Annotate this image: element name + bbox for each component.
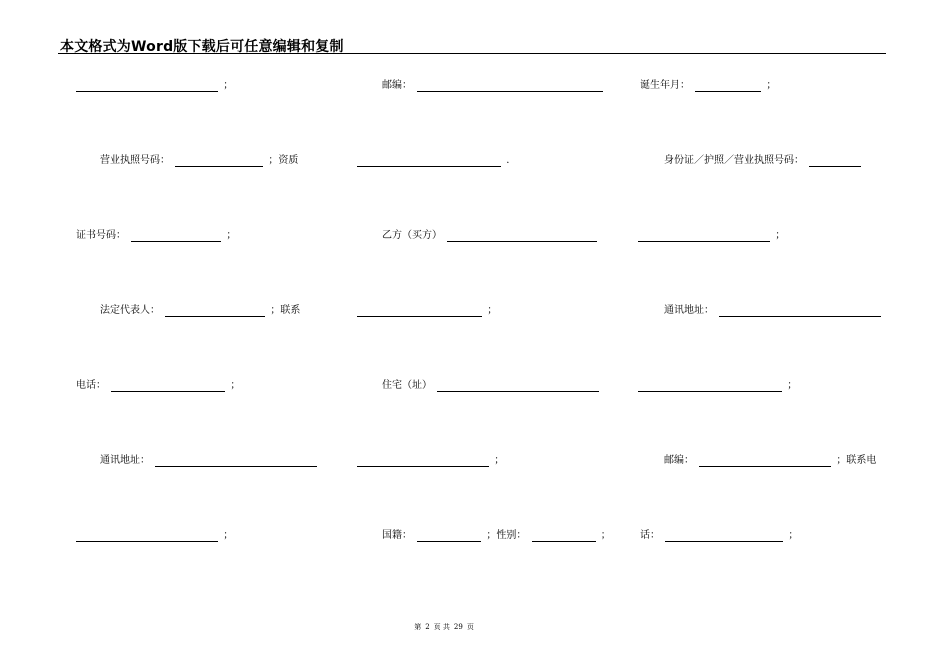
blank-line [357, 306, 482, 317]
birth-date-label: 诞生年月： [640, 80, 690, 91]
phone-continuation-label: 话： [640, 530, 660, 541]
field-suffix: ； [600, 530, 611, 541]
row-6-col-3 [664, 455, 876, 467]
blank-line [437, 381, 599, 392]
row-5-col-1 [76, 380, 240, 392]
blank-line [719, 306, 881, 317]
nationality-label: 国籍： [382, 530, 412, 541]
blank-line [155, 456, 317, 467]
business-license-label: 营业执照号码： [100, 155, 170, 166]
phone-label: 电话： [76, 380, 106, 391]
blank-line [175, 156, 263, 167]
mailing-address-label: 通讯地址： [100, 455, 150, 466]
row-1-col-3 [640, 80, 776, 92]
field-suffix: ； [787, 380, 798, 391]
blank-line [76, 81, 218, 92]
field-suffix: . [506, 155, 510, 166]
postcode-label: 邮编： [382, 80, 412, 91]
blank-line [165, 306, 265, 317]
row-4-col-1 [100, 305, 300, 317]
field-suffix: ； [487, 305, 498, 316]
field-suffix: ； [230, 380, 241, 391]
blank-line [357, 456, 489, 467]
blank-line [447, 231, 597, 242]
id-number-label: 身份证／护照／营业执照号码： [664, 155, 804, 166]
row-3-col-2 [382, 230, 599, 242]
field-suffix: ； [223, 530, 234, 541]
blank-line [638, 231, 770, 242]
row-1-col-2 [382, 80, 605, 92]
row-3-col-1 [76, 230, 236, 242]
blank-line [111, 381, 225, 392]
row-5-col-2 [382, 380, 601, 392]
footer-prefix: 第 [414, 623, 422, 631]
postcode-label: 邮编： [664, 455, 694, 466]
blank-line [699, 456, 831, 467]
residence-label: 住宅（址） [382, 380, 432, 391]
blank-line [638, 381, 782, 392]
row-4-col-3 [664, 305, 883, 317]
row-7-col-1 [76, 530, 233, 542]
row-5-col-3 [638, 380, 797, 392]
blank-line [131, 231, 221, 242]
blank-line [417, 531, 481, 542]
gender-label: ；性别： [486, 530, 527, 541]
field-suffix: ； [226, 230, 237, 241]
certificate-number-label: 证书号码： [76, 230, 126, 241]
document-header-title: 本文格式为Word版下载后可任意编辑和复制 [60, 39, 344, 55]
field-suffix: ； [788, 530, 799, 541]
field-suffix: ； [775, 230, 786, 241]
row-7-col-2 [382, 530, 611, 542]
field-suffix: ；联系电 [836, 455, 877, 466]
field-suffix: ；联系 [270, 305, 301, 316]
footer-suffix: 页 [466, 623, 474, 631]
row-2-col-3 [664, 155, 863, 167]
row-3-col-3 [638, 230, 785, 242]
field-suffix: ； [223, 80, 234, 91]
row-2-col-1 [100, 155, 298, 167]
mailing-address-label: 通讯地址： [664, 305, 714, 316]
blank-line [417, 81, 603, 92]
blank-line [357, 156, 501, 167]
current-page-number: 2 [425, 623, 430, 631]
row-1-col-1 [76, 80, 233, 92]
field-suffix: ； [494, 455, 505, 466]
blank-line [665, 531, 783, 542]
header-divider [58, 53, 886, 54]
row-6-col-2 [357, 455, 504, 467]
field-suffix: ；资质 [268, 155, 299, 166]
legal-representative-label: 法定代表人： [100, 305, 160, 316]
blank-line [695, 81, 761, 92]
row-7-col-3 [640, 530, 798, 542]
blank-line [532, 531, 596, 542]
total-page-count: 29 [453, 623, 463, 631]
blank-line [76, 531, 218, 542]
row-4-col-2 [357, 305, 497, 317]
page-footer [0, 622, 888, 632]
blank-line [809, 156, 861, 167]
row-6-col-1 [100, 455, 319, 467]
row-2-col-2 [357, 155, 509, 167]
field-suffix: ； [766, 80, 777, 91]
party-b-buyer-label: 乙方（买方） [382, 230, 442, 241]
footer-middle: 页 共 [433, 623, 450, 631]
